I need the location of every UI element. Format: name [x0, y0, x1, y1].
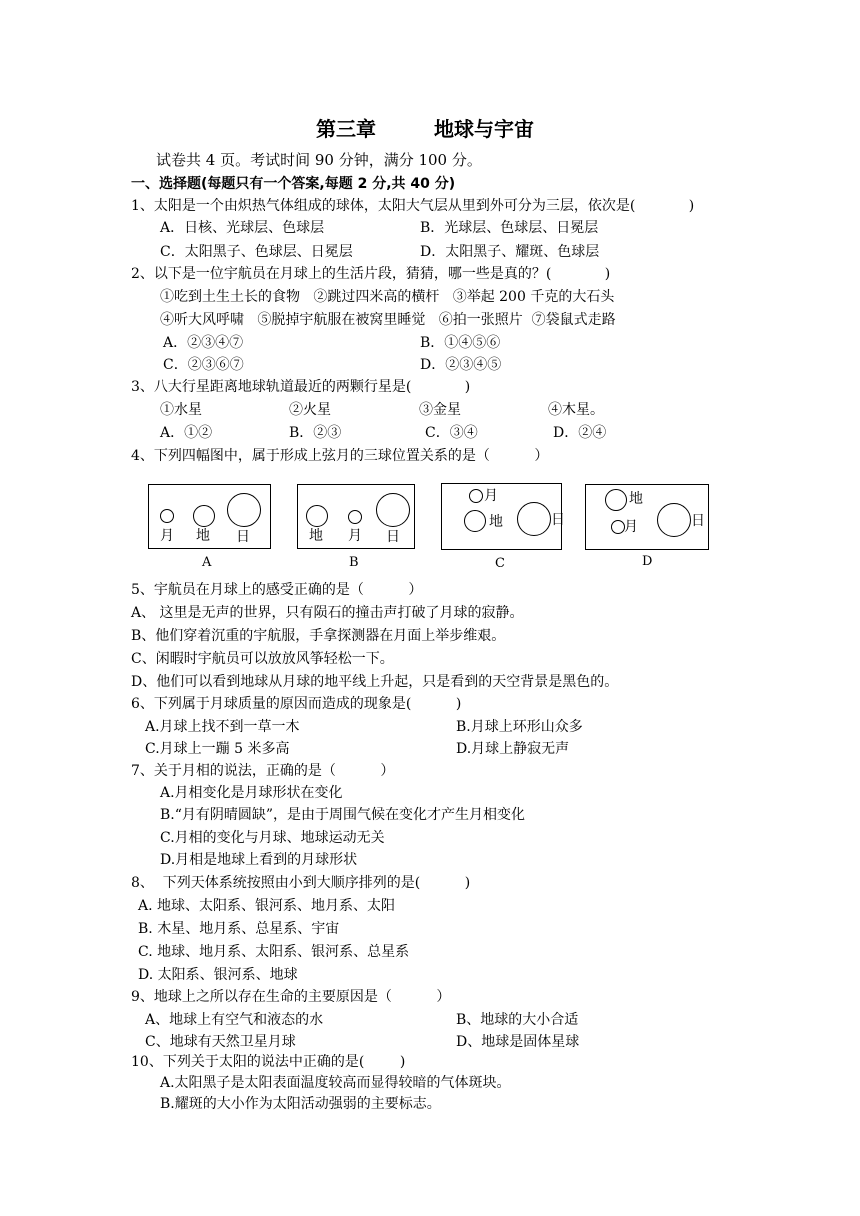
diagram-a-caption: A [202, 555, 212, 570]
question-1-option-d: D．太阳黑子、耀斑、色球层 [420, 244, 600, 260]
moon-label: 月 [160, 528, 174, 544]
earth-circle [605, 489, 627, 511]
exam-instructions: 试卷共 4 页。考试时间 90 分钟，满分 100 分。 [156, 151, 482, 169]
moon-label: 月 [484, 488, 498, 504]
question-9-option-a: A、地球上有空气和液态的水 [145, 1012, 324, 1028]
sun-label: 日 [386, 529, 400, 545]
question-3-option-c: C．③④ [425, 425, 478, 441]
diagram-b-caption: B [349, 555, 359, 570]
question-9-option-c: C、地球有天然卫星月球 [145, 1034, 296, 1050]
question-6-option-d: D.月球上静寂无声 [456, 741, 570, 757]
sun-label: 日 [551, 512, 565, 528]
moon-label: 月 [624, 519, 638, 535]
question-1-option-a: A．日核、光球层、色球层 [160, 220, 325, 236]
page-title [316, 116, 534, 142]
moon-circle [348, 510, 362, 524]
question-8-option-a: A. 地球、太阳系、银河系、地月系、太阳 [138, 898, 396, 914]
question-10-option-a: A.太阳黑子是太阳表面温度较高而显得较暗的气体斑块。 [160, 1075, 511, 1091]
question-1-option-b: B．光球层、色球层、日冕层 [420, 220, 599, 236]
question-3-item-1: ①水星 [160, 402, 202, 418]
sun-circle [227, 493, 261, 527]
question-3-item-3: ③金星 [419, 402, 461, 418]
question-2-option-c: C．②③⑥⑦ [163, 357, 244, 373]
question-4-stem: 4、下列四幅图中，属于形成上弦月的三球位置关系的是（ ） [131, 448, 549, 464]
earth-circle [306, 505, 328, 527]
moon-circle [469, 489, 483, 503]
question-5-option-c: C、闲暇时宇航员可以放放风筝轻松一下。 [131, 651, 394, 667]
question-2-stem: 2、以下是一位宇航员在月球上的生活片段，猜猜，哪一些是真的？( ) [131, 266, 611, 282]
earth-label: 地 [489, 514, 503, 530]
diagram-a [148, 484, 271, 549]
question-5-option-d: D、他们可以看到地球从月球的地平线上升起，只是看到的天空背景是黑色的。 [131, 674, 619, 690]
question-6-option-a: A.月球上找不到一草一木 [145, 719, 300, 735]
question-7-option-c: C.月相的变化与月球、地球运动无关 [160, 830, 385, 846]
question-8-option-c: C. 地球、地月系、太阳系、银河系、总星系 [138, 944, 410, 960]
question-8-option-b: B. 木星、地月系、总星系、宇宙 [138, 921, 340, 937]
question-6-stem: 6、下列属于月球质量的原因而造成的现象是( ) [131, 696, 462, 712]
question-5-option-b: B、他们穿着沉重的宇航服，手拿探测器在月面上举步维艰。 [131, 628, 506, 644]
question-1-stem: 1、太阳是一个由炽热气体组成的球体，太阳大气层从里到外可分为三层，依次是( ) [131, 198, 695, 214]
earth-label: 地 [196, 528, 210, 544]
moon-circle [160, 509, 174, 523]
diagram-d-caption: D [642, 554, 653, 569]
question-2-items-line2: ④听大风呼啸 ⑤脱掉宇航服在被窝里睡觉 ⑥拍一张照片 ⑦袋鼠式走路 [160, 312, 616, 328]
earth-label: 地 [309, 528, 323, 544]
earth-label: 地 [629, 491, 643, 507]
moon-circle [611, 520, 625, 534]
question-6-option-c: C.月球上一蹦 5 米多高 [145, 741, 290, 757]
question-3-option-d: D．②④ [553, 425, 607, 441]
sun-circle [517, 502, 551, 536]
diagram-b [297, 484, 415, 549]
sun-label: 日 [236, 529, 250, 545]
earth-circle [464, 510, 486, 532]
question-2-items-line1: ①吃到土生土长的食物 ②跳过四米高的横杆 ③举起 200 千克的大石头 [160, 289, 615, 305]
diagram-c-caption: C [495, 556, 505, 571]
question-1-option-c: C．太阳黑子、色球层、日冕层 [160, 244, 353, 260]
question-3-option-a: A．①② [160, 425, 213, 441]
earth-circle [193, 505, 215, 527]
question-3-stem: 3、八大行星距离地球轨道最近的两颗行星是( ) [131, 379, 471, 395]
question-3-item-4: ④木星。 [548, 402, 604, 418]
question-2-option-d: D．②③④⑤ [420, 357, 502, 373]
diagram-d [585, 484, 709, 550]
sun-circle [657, 503, 691, 537]
question-7-option-d: D.月相是地球上看到的月球形状 [160, 852, 358, 868]
question-7-option-b: B.“月有阴晴圆缺”，是由于周围气候在变化才产生月相变化 [160, 807, 526, 823]
question-7-option-a: A.月相变化是月球形状在变化 [160, 785, 343, 801]
sun-label: 日 [691, 513, 705, 529]
question-9-option-d: D、地球是固体星球 [456, 1034, 580, 1050]
question-5-option-a: A、 这里是无声的世界，只有陨石的撞击声打破了月球的寂静。 [131, 605, 524, 621]
section-heading: 一、选择题(每题只有一个答案,每题 2 分,共 40 分) [131, 176, 456, 192]
question-3-option-b: B．②③ [289, 425, 342, 441]
title-topic: 地球与宇宙 [434, 117, 534, 141]
diagram-c [441, 483, 565, 550]
question-5-stem: 5、宇航员在月球上的感受正确的是（ ） [131, 582, 423, 598]
question-9-stem: 9、地球上之所以存在生命的主要原因是（ ） [131, 989, 451, 1005]
question-8-option-d: D. 太阳系、银河系、地球 [138, 967, 298, 983]
question-6-option-b: B.月球上环形山众多 [456, 719, 583, 735]
title-chapter: 第三章 [316, 117, 376, 141]
question-10-option-b: B.耀斑的大小作为太阳活动强弱的主要标志。 [160, 1096, 441, 1112]
question-8-stem: 8、 下列天体系统按照由小到大顺序排列的是( ) [131, 875, 471, 891]
question-7-stem: 7、关于月相的说法，正确的是（ ） [131, 763, 395, 779]
moon-label: 月 [348, 528, 362, 544]
question-3-item-2: ②火星 [289, 402, 331, 418]
question-2-option-b: B．①④⑤⑥ [420, 335, 501, 351]
sun-circle [376, 493, 410, 527]
question-2-option-a: A．②③④⑦ [163, 335, 244, 351]
question-9-option-b: B、地球的大小合适 [456, 1012, 579, 1028]
question-10-stem: 10、下列关于太阳的说法中正确的是( ) [131, 1054, 406, 1070]
